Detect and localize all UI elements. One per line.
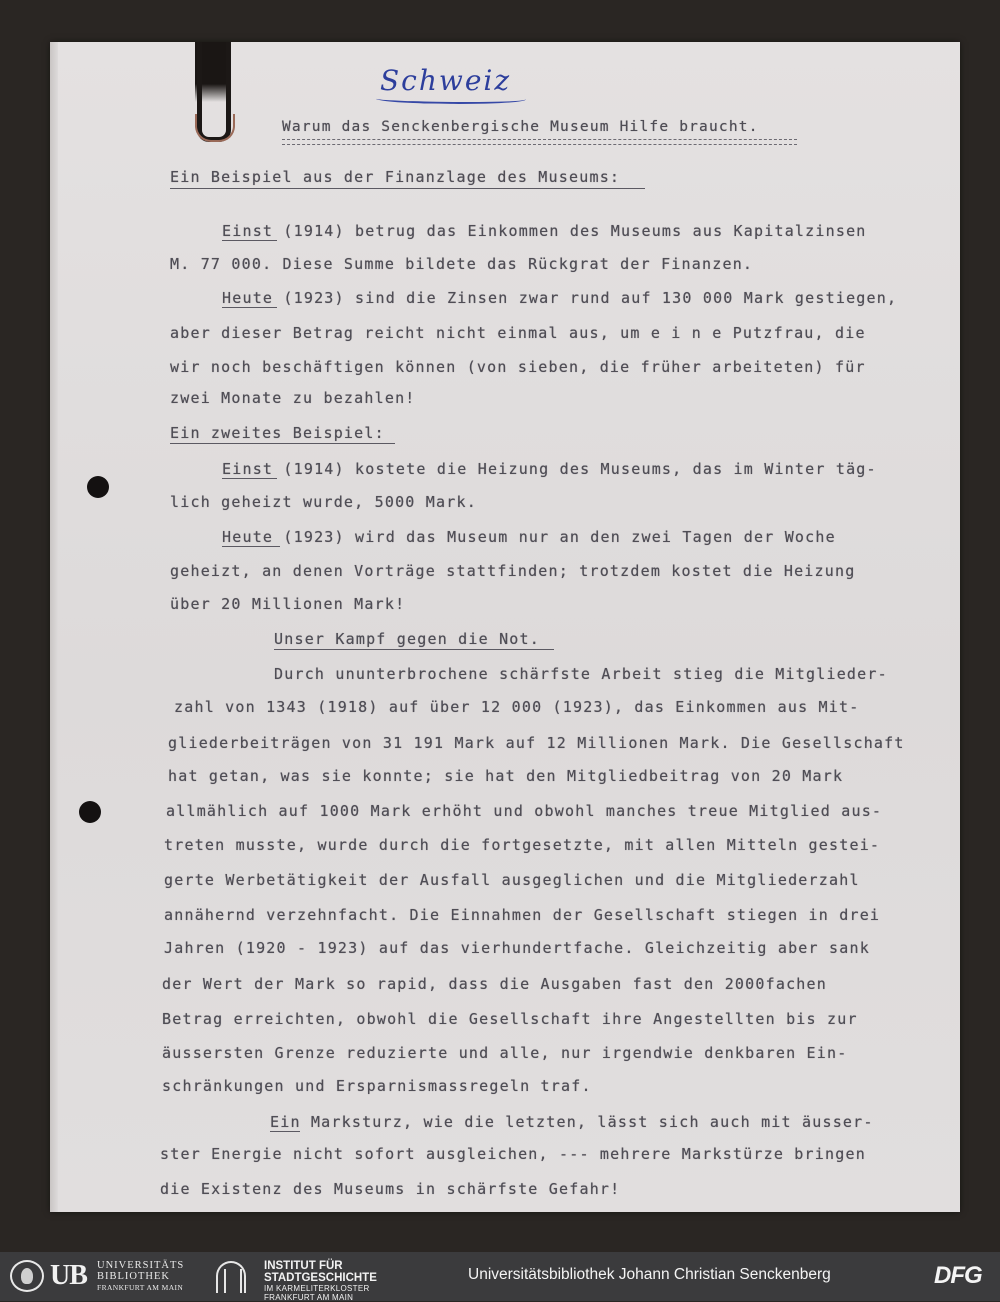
text-line: gliederbeiträgen von 31 191 Mark auf 12 Millionen Mark. Die Gesellschaft: [168, 734, 905, 752]
heading-underline: [274, 649, 554, 650]
word-underline: [222, 546, 280, 547]
ub-logo-text: [97, 1260, 207, 1293]
text-line: treten musste, wurde durch die fortgesetzte, mit allen Mitteln gestei-: [164, 836, 881, 854]
text-line: allmählich auf 1000 Mark erhöht und obwohl manches treue Mitglied aus-: [166, 802, 883, 820]
text-line: schränkungen und Ersparnismassregeln traf.: [162, 1077, 592, 1095]
word-underline: [222, 240, 277, 241]
text-line: Einst (1914) kostete die Heizung des Museums, das im Winter täg-: [222, 460, 877, 478]
punch-hole: [79, 801, 101, 823]
ub-line: FRANKFURT AM MAIN: [97, 1283, 184, 1292]
text-line: der Wert der Mark so rapid, dass die Ausgaben fast den 2000fachen: [162, 975, 827, 993]
text-line: geheizt, an denen Vorträge stattfinden; trotzdem kostet die Heizung: [170, 562, 856, 580]
text-line: M. 77 000. Diese Summe bildete das Rückgrat der Finanzen.: [170, 255, 754, 273]
text-line: Betrag erreichten, obwohl die Gesellschaft ihre Angestellten bis zur: [162, 1010, 858, 1028]
text-line: die Existenz des Museums in schärfste Gefahr!: [160, 1180, 621, 1198]
text-line: Heute (1923) wird das Museum nur an den zwei Tagen der Woche: [222, 528, 836, 546]
ub-logo-mark: UB: [50, 1260, 87, 1291]
handwritten-note: Schweiz: [380, 64, 512, 97]
text-line: Ein Marksturz, wie die letzten, lässt sich auch mit äusser-: [270, 1113, 874, 1131]
section-heading: Unser Kampf gegen die Not.: [274, 630, 540, 648]
word-underline: [222, 307, 277, 308]
word-underline: [222, 478, 277, 479]
ub-line: BIBLIOTHEK: [97, 1271, 170, 1282]
isg-line: INSTITUT FÜR: [264, 1260, 343, 1272]
text-line: Durch ununterbrochene schärfste Arbeit stieg die Mitglieder-: [274, 665, 888, 683]
footer-title: Universitätsbibliothek Johann Christian Senckenberg: [468, 1266, 831, 1283]
text-line: Jahren (1920 - 1923) auf das vierhundertfache. Gleichzeitig aber sank: [164, 939, 870, 957]
document-page: [50, 42, 960, 1212]
text-line: lich geheizt wurde, 5000 Mark.: [170, 493, 477, 511]
text-line: hat getan, was sie konnte; sie hat den Mitgliedbeitrag von 20 Mark: [168, 767, 844, 785]
text-line: ster Energie nicht sofort ausgleichen, --- mehrere Markstürze bringen: [160, 1145, 866, 1163]
heading-underline: [170, 443, 395, 444]
text-line: über 20 Millionen Mark!: [170, 595, 406, 613]
isg-arch-icon: [216, 1261, 246, 1293]
word-underline: [270, 1131, 300, 1132]
text-line: zwei Monate zu bezahlen!: [170, 389, 416, 407]
heading-underline: [170, 188, 645, 189]
isg-logo-text: [264, 1260, 424, 1302]
page-edge: [50, 42, 58, 1212]
section-heading: Ein Beispiel aus der Finanzlage des Museums:: [170, 168, 621, 186]
page-title: Warum das Senckenbergische Museum Hilfe braucht.: [282, 119, 759, 135]
text-line: Heute (1923) sind die Zinsen zwar rund auf 130 000 Mark gestiegen,: [222, 289, 898, 307]
ub-line: UNIVERSITÄTS: [97, 1260, 185, 1271]
isg-line: FRANKFURT AM MAIN: [264, 1293, 354, 1302]
text-line: wir noch beschäftigen können (von sieben, die früher arbeiteten) für: [170, 358, 866, 376]
text-line: gerte Werbetätigkeit der Ausfall ausgeglichen und die Mitgliederzahl: [164, 871, 860, 889]
text-line: annähernd verzehnfacht. Die Einnahmen der Gesellschaft stiegen in drei: [164, 906, 881, 924]
rust-stain: [195, 114, 235, 142]
title-double-underline: [282, 139, 797, 145]
text-line: äussersten Grenze reduzierte und alle, nur irgendwie denkbaren Ein-: [162, 1044, 848, 1062]
text-line: Einst (1914) betrug das Einkommen des Museums aus Kapitalzinsen: [222, 222, 867, 240]
handwritten-underline: [376, 93, 526, 106]
dfg-logo: DFG: [934, 1262, 982, 1289]
isg-line: STADTGESCHICHTE: [264, 1272, 377, 1284]
footer-bar: [0, 1252, 1000, 1301]
section-heading: Ein zweites Beispiel:: [170, 424, 385, 442]
text-line: aber dieser Betrag reicht nicht einmal aus, um e i n e Putzfrau, die: [170, 324, 866, 342]
ub-seal-icon: [10, 1260, 44, 1292]
punch-hole: [87, 476, 109, 498]
isg-line: IM KARMELITERKLOSTER: [264, 1284, 370, 1293]
text-line: zahl von 1343 (1918) auf über 12 000 (1923), das Einkommen aus Mit-: [174, 698, 860, 716]
